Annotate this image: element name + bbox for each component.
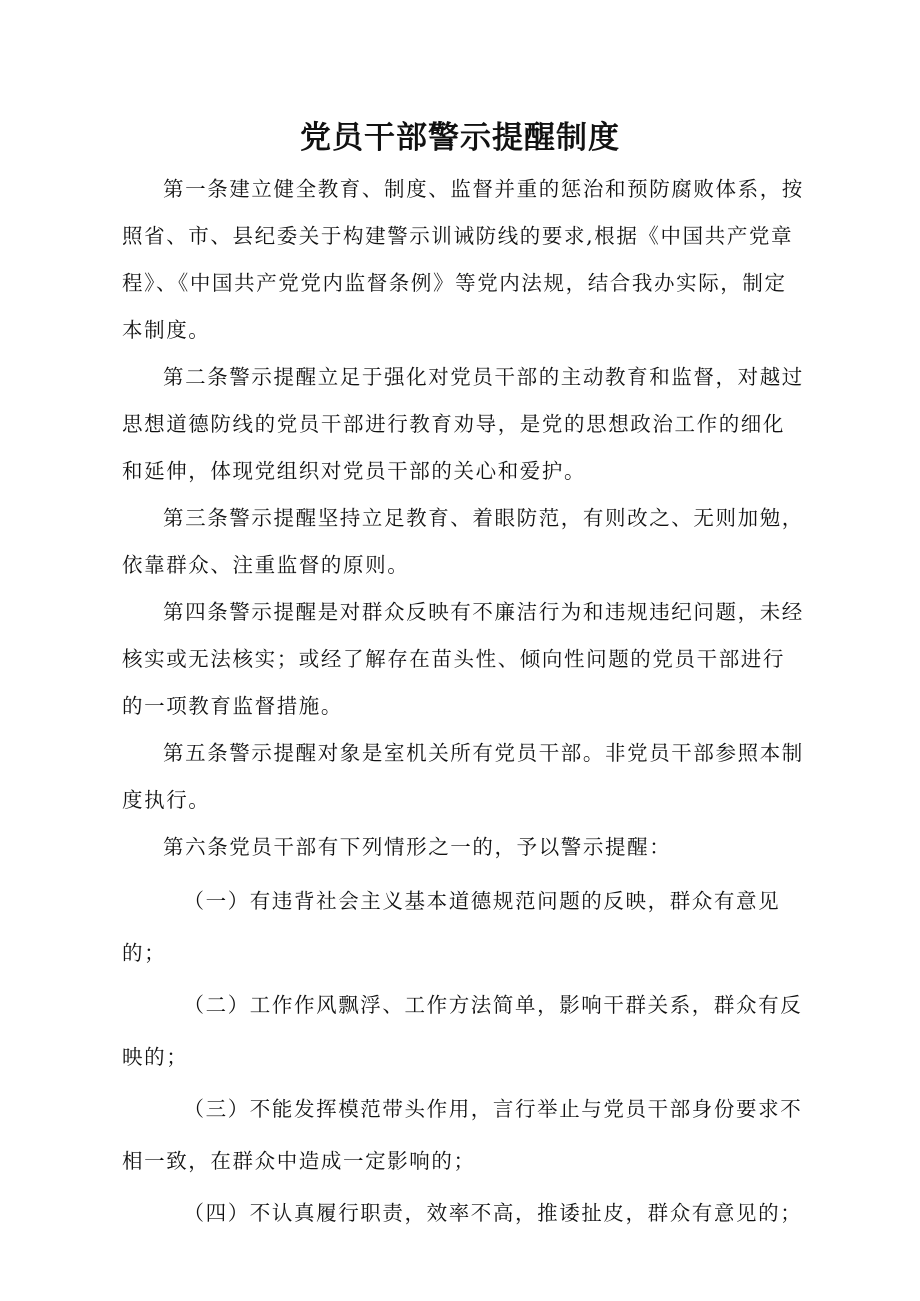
article-5: 第五条警示提醒对象是室机关所有党员干部。非党员干部参照本制度执行。 (122, 741, 804, 812)
list-item-1: （一）有违背社会主义基本道德规范问题的反映，群众有意见的； (122, 889, 781, 965)
list-item-2: （二）工作作风飘浮、工作方法简单，影响干群关系，群众有反映的； (122, 993, 803, 1069)
list-item-3: （三）不能发挥模范带头作用，言行举止与党员干部身份要求不相一致，在群众中造成一定影响的； (122, 1097, 803, 1173)
document-title: 党员干部警示提醒制度 (300, 120, 620, 156)
article-2: 第二条警示提醒立足于强化对党员干部的主动教育和监督，对越过思想道德防线的党员干部进行教育劝导，是党的思想政治工作的细化和延伸，体现党组织对党员干部的关心和爱护。 (122, 365, 804, 483)
article-3: 第三条警示提醒坚持立足教育、着眼防范，有则改之、无则加勉，依靠群众、注重监督的原则。 (122, 506, 804, 577)
document-body (122, 166, 806, 1239)
article-4: 第四条警示提醒是对群众反映有不廉洁行为和违规违纪问题，未经核实或无法核实；或经了解存在苗头性、倾向性问题的党员干部进行的一项教育监督措施。 (122, 600, 804, 718)
article-1: 第一条建立健全教育、制度、监督并重的惩治和预防腐败体系，按照省、市、县纪委关于构建警示训诫防线的要求,根据《中国共产党章程》、《中国共产党党内监督条例》等党内法规，结合我办实际，制定本制度。 (122, 177, 804, 342)
list-item-4: （四）不认真履行职责，效率不高，推诿扯皮，群众有意见的； (183, 1201, 803, 1225)
article-6: 第六条党员干部有下列情形之一的，予以警示提醒： (163, 835, 672, 859)
